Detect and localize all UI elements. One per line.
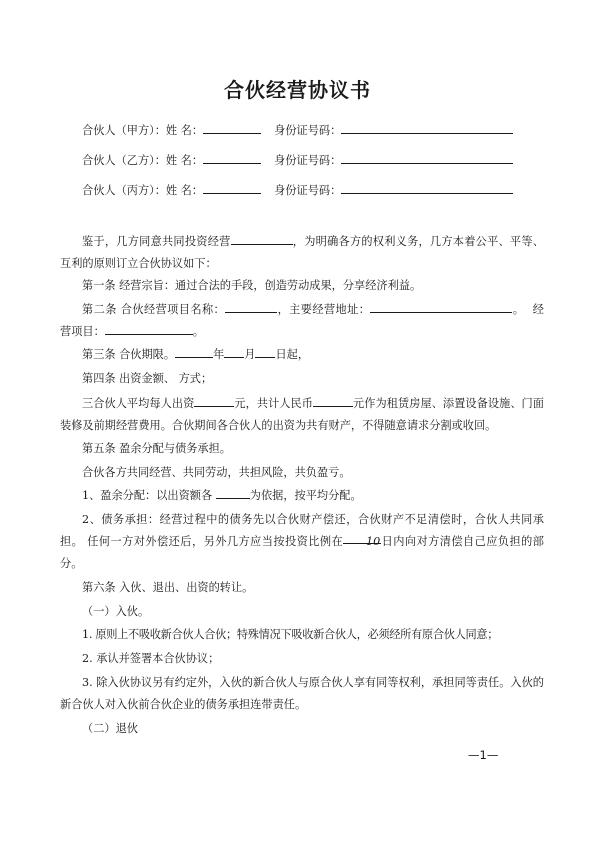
share-ratio-blank[interactable] <box>216 486 250 499</box>
party-a-name-blank[interactable] <box>203 121 261 134</box>
contribution-text-a: 三合伙人平均每人出资 <box>82 397 195 410</box>
contribution-text-b: 元，共计人民币 <box>234 397 314 410</box>
page-number: —1— <box>468 748 499 762</box>
article-6: 第六条 入伙、退出、出资的转让。 <box>82 581 254 594</box>
day-blank[interactable] <box>255 345 275 358</box>
article-5: 第五条 盈余分配与债务承担。 <box>82 442 231 455</box>
article-2-text-e: 。 <box>192 325 204 338</box>
days-value[interactable]: 10 <box>343 531 381 544</box>
article-3 <box>60 344 544 366</box>
article-2-text-b: ，主要经营地址： <box>277 303 371 316</box>
party-a-name-label: 合伙人（甲方）：姓 名： <box>82 124 204 137</box>
party-a-id-label: 身份证号码： <box>274 124 342 137</box>
party-row-c <box>82 181 513 198</box>
party-b-name-blank[interactable] <box>203 151 261 164</box>
article-1: 第一条 经营宗旨：通过合法的手段，创造劳动成果，分享经济利益。 <box>82 279 422 292</box>
surplus-distribution <box>60 485 544 507</box>
business-scope-label: 经营项目： <box>60 303 544 338</box>
intro-paragraph <box>60 231 544 275</box>
article-2-text-c: 。 <box>512 303 525 316</box>
party-b-id-blank[interactable] <box>341 151 513 164</box>
join-item-1: 1. 原则上不吸收新合伙人合伙；特殊情况下吸收新合伙人，必须经所有原合伙人同意； <box>82 628 499 641</box>
debt-text-b: 日内向对方清偿自己应负担的部分。 <box>60 535 544 570</box>
year-label: 年 <box>213 348 225 361</box>
total-amount-blank[interactable] <box>313 394 353 407</box>
per-person-amount-blank[interactable] <box>194 394 234 407</box>
surplus-text-b: 为依据，按平均分配。 <box>249 489 362 502</box>
party-b-name-label: 合伙人（乙方）：姓 名： <box>82 154 204 167</box>
intro-text-b: ，为明确各方的权利义务，几方本着公平、平等、互利的原则订立合伙协议如下： <box>60 235 544 270</box>
party-c-id-label: 身份证号码： <box>274 184 342 197</box>
intro-text-a: 鉴于，几方同意共同投资经营 <box>82 235 231 248</box>
join-item-2: 2. 承认并签署本合伙协议； <box>82 652 220 665</box>
party-a-id-blank[interactable] <box>341 121 513 134</box>
project-name-blank[interactable] <box>225 300 277 313</box>
join-heading: （一）入伙。 <box>82 605 150 618</box>
article-5-text: 合伙各方共同经营、共同劳动，共担风险，共负盈亏。 <box>82 466 351 479</box>
month-label: 月 <box>244 348 256 361</box>
surplus-text-a: 1、盈余分配：以出资额各 <box>82 489 216 502</box>
party-b-id-label: 身份证号码： <box>274 154 342 167</box>
business-scope-blank[interactable] <box>105 322 193 335</box>
article-2 <box>60 299 544 343</box>
article-3-text-a: 第三条 合伙期限。 <box>82 348 176 361</box>
join-item-3: 3. 除入伙协议另有约定外，入伙的新合伙人与原合伙人享有同等权利，承担同等责任。入伙的新合伙人对入伙前合伙企业的债务承担连带责任。 <box>60 676 544 711</box>
exit-heading: （二）退伙 <box>82 722 138 735</box>
document-title: 合伙经营协议书 <box>224 78 371 102</box>
contribution-text-c: 元作为租赁房屋、添置设备设施、门面装修及前期经营费用。合伙期间各合伙人的出资为共有财产，不得随意请求分割或收回。 <box>60 397 544 432</box>
party-row-b <box>82 151 513 168</box>
contribution-paragraph <box>60 393 544 437</box>
business-name-blank[interactable] <box>231 232 293 245</box>
day-label: 日起， <box>275 348 310 361</box>
party-c-name-blank[interactable] <box>203 181 261 194</box>
debt-paragraph <box>60 509 544 575</box>
address-blank[interactable] <box>370 300 512 313</box>
party-c-id-blank[interactable] <box>341 181 513 194</box>
year-blank[interactable] <box>175 345 213 358</box>
article-2-text-a: 第二条 合伙经营项目名称： <box>82 303 226 316</box>
month-blank[interactable] <box>224 345 244 358</box>
article-4: 第四条 出资金额、 方式； <box>82 372 213 385</box>
debt-text-a: 2、债务承担：经营过程中的债务先以合伙财产偿还，合伙财产不足清偿时，合伙人共同承担。 任何一方对外偿还后，另外几方应当按投资比例在 <box>60 513 544 548</box>
party-row-a <box>82 121 513 138</box>
party-c-name-label: 合伙人（丙方）：姓 名： <box>82 184 204 197</box>
